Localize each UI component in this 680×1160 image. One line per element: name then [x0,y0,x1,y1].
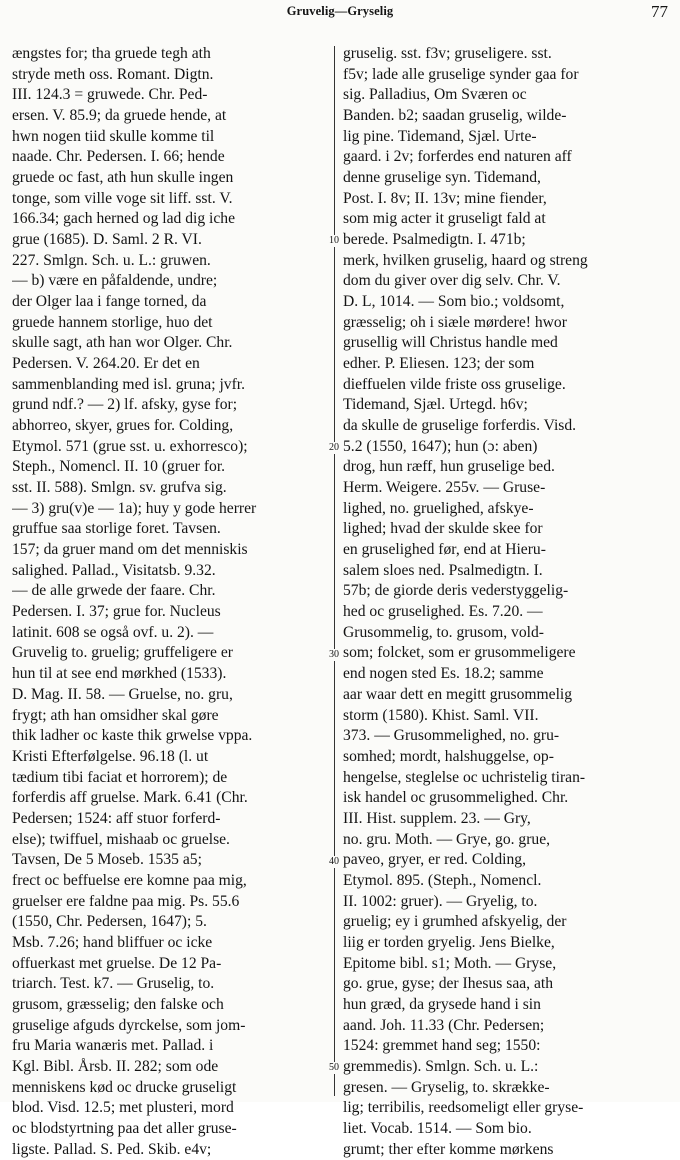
text-line: Tavsen, De 5 Moseb. 1535 a5; [12,851,202,869]
text-line: skulle sagt, ath han wor Olger. Chr. [12,334,233,352]
text-line: Herm. Weigere. 255v. — Gruse- [343,479,546,497]
text-line: denne gruselige syn. Tidemand, [343,169,541,187]
right-column [343,44,665,1160]
text-line: da skulle de gruselige forferdis. Visd. [343,417,577,435]
text-line: grumt; ther efter komme mørkens [343,1140,554,1158]
text-line: gruselige afguds dyrckelse, som jom- [12,1016,246,1034]
text-line: 157; da gruer mand om det menniskis [12,541,248,559]
text-line: salem sloes ned. Psalmedigtn. I. [343,561,543,579]
text-line: III. Hist. supplem. 23. — Gry, [343,809,531,827]
text-line: forferdis aff gruelse. Mark. 6.41 (Chr. [12,789,248,807]
text-line: Grusommelig, to. grusom, vold- [343,623,544,641]
text-line: II. 1002: gruer). — Gryelig, to. [343,892,538,910]
text-line: oc blodstyrtning paa det aller gruse- [12,1119,237,1137]
text-line: Pedersen; 1524: aff stuor forferd- [12,809,221,827]
text-line: hun til at see end mørkhed (1533). [12,665,227,683]
text-line: Gruvelig to. gruelig; gruffeligere er [12,644,233,662]
text-line: Banden. b2; saadan gruselig, wilde- [343,107,567,125]
text-line: sst. II. 588). Smlgn. sv. grufva sig. [12,479,227,497]
text-line: en gruselighed før, end at Hieru- [343,541,546,559]
text-line: merk, hvilken gruselig, haard og streng [343,251,588,269]
text-line: aar waar dett en megitt grusommelig [343,685,573,703]
text-line: Msb. 7.26; hand bliffuer oc icke [12,933,213,951]
text-line: lighed; hvad der skulde skee for [343,520,543,538]
text-line: 227. Smlgn. Sch. u. L.: gruwen. [12,251,211,269]
text-line: 57b; de giorde deris vederstyggelig- [343,582,569,600]
text-line: fru Maria wanæris met. Pallad. i [12,1037,214,1055]
text-line: dieffuelen vilde friste oss gruselige. [343,375,566,393]
text-line: stryde meth oss. Romant. Digtn. [12,65,214,83]
text-line: der Olger laa i fange torned, da [12,293,207,311]
text-line: f5v; lade alle gruselige synder gaa for [343,65,579,83]
text-line: Steph., Nomencl. II. 10 (gruer for. [12,458,226,476]
text-line: III. 124.3 = gruwede. Chr. Ped- [12,86,208,104]
text-line: 1524: gremmet hand seg; 1550: [343,1037,541,1055]
text-line: frect oc beffuelse ere komne paa mig, [12,871,247,889]
text-line: Kristi Efterfølgelse. 96.18 (l. ut [12,747,209,765]
text-line: ængstes for; tha gruede tegh ath [12,45,211,62]
text-line: D. L, 1014. — Som bio.; voldsomt, [343,293,565,311]
text-line: drog, hun ræff, hun gruselige bed. [343,458,555,476]
text-line: grusellig will Christus handle med [343,334,558,352]
text-line: liig er torden gryelig. Jens Bielke, [343,933,555,951]
text-line: berede. Psalmedigtn. I. 471b; [343,231,526,249]
text-line: hun græd, da grysede hand i sin [343,995,541,1013]
page-number: 77 [651,2,668,21]
text-line: edher. P. Eliesen. 123; der som [343,355,535,373]
text-line: Etymol. 895. (Steph., Nomencl. [343,871,542,889]
text-line: frygt; ath han omsidher skal gøre [12,706,219,724]
text-line: aand. Joh. 11.33 (Chr. Pedersen; [343,1016,545,1034]
text-line: som mig acter it gruseligt fald at [343,210,546,228]
text-line: 373. — Grusommelighed, no. gru- [343,727,560,745]
text-line: 166.34; gach herned og lad dig iche [12,210,236,228]
text-line: thik ladher oc kaste thik grwelse vppa. [12,727,253,745]
text-line: blod. Visd. 12.5; met plusteri, mord [12,1099,234,1117]
text-line: gruede hannem storlige, huo det [12,313,213,331]
text-line: sammenblanding med isl. gruna; jvfr. [12,375,245,393]
text-line: offuerkast met gruelse. De 12 Pa- [12,954,222,972]
text-line: gremmedis). Smlgn. Sch. u. L.: [343,1057,539,1075]
text-line: (1550, Chr. Pedersen, 1647); 5. [12,913,207,931]
text-line: Epitome bibl. s1; Moth. — Gryse, [343,954,557,972]
text-line: — 3) gru(v)e — 1a); huy y gode herrer [12,499,257,517]
line-number: 50 [326,1062,342,1074]
text-line: Kgl. Bibl. Årsb. II. 282; som ode [12,1057,219,1075]
text-line: hed oc gruselighed. Es. 7.20. — [343,603,543,621]
text-line: græsselig; oh i siæle mørdere! hwor [343,313,567,331]
text-line: 5.2 (1550, 1647); hun (ɔ: aben) [343,437,538,455]
text-line: no. gru. Moth. — Grye, go. grue, [343,830,551,848]
text-line: gruffue saa storlige foret. Tavsen. [12,520,221,538]
text-line: latinit. 608 se også ovf. u. 2). — [12,623,214,641]
text-line: gruede oc fast, ath hun skulle ingen [12,169,234,187]
line-number: 40 [326,856,342,868]
text-line: gruelser ere faldne paa mig. Ps. 55.6 [12,892,240,910]
text-line: hwn nogen tiid skulle komme til [12,127,215,145]
text-line: paveo, gryer, er red. Colding, [343,851,526,869]
text-line: Etymol. 571 (grue sst. u. exhorresco); [12,437,248,455]
text-line: ersen. V. 85.9; da gruede hende, at [12,107,227,125]
text-line: liet. Vocab. 1514. — Som bio. [343,1119,532,1137]
text-line: isk handel oc grusommelighed. Chr. [343,789,569,807]
text-line: else); twiffuel, mishaab oc gruelse. [12,830,230,848]
text-line: Tidemand, Sjæl. Urtegd. h6v; [343,396,528,414]
text-line: grue (1685). D. Saml. 2 R. VI. [12,231,202,249]
text-line: end nogen sted Es. 18.2; samme [343,665,544,683]
text-line: Pedersen. V. 264.20. Er det en [12,355,200,373]
running-head: Gruvelig—Gryselig [286,4,394,18]
left-column [12,44,330,1160]
text-line: gaard. i 2v; forferdes end naturen aff [343,148,572,166]
text-line: — b) være en påfaldende, undre; [12,272,218,290]
text-line: naade. Chr. Pedersen. I. 66; hende [12,148,225,166]
line-number: 10 [326,235,342,247]
text-line: sig. Palladius, Om Sværen oc [343,86,527,104]
text-line: tonge, som ville voge sit liff. sst. V. [12,189,233,207]
text-line: D. Mag. II. 58. — Gruelse, no. gru, [12,685,233,703]
text-line: Post. I. 8v; II. 13v; mine fiender, [343,189,547,207]
text-line: triarch. Test. k7. — Gruselig, to. [12,975,215,993]
text-line: grund ndf.? — 2) lf. afsky, gyse for; [12,396,238,414]
text-line: grusom, græsselig; den falske och [12,995,224,1013]
text-line: abhorreo, skyer, grues for. Colding, [12,417,234,435]
text-line: lig; terribilis, reedsomeligt eller gryse- [343,1099,584,1117]
text-line: hengelse, steglelse oc uchristelig tiran- [343,768,586,786]
text-line: gruselig. sst. f3v; gruseligere. sst. [343,45,552,62]
text-line: Pedersen. I. 37; grue for. Nucleus [12,603,221,621]
text-line: som; folcket, som er grusommeligere [343,644,576,662]
text-line: tædium tibi faciat et horrorem); de [12,768,228,786]
text-line: lig pine. Tidemand, Sjæl. Urte- [343,127,537,145]
text-line: gruelig; ey i grumhed afskyelig, der [343,913,567,931]
text-line: — de alle grwede der faare. Chr. [12,582,216,600]
text-line: somhed; mordt, halshuggelse, op- [343,747,554,765]
text-line: salighed. Pallad., Visitatsb. 9.32. [12,561,216,579]
text-line: ligste. Pallad. S. Ped. Skib. e4v; [12,1140,212,1158]
column-divider [334,46,335,1096]
line-number: 20 [326,442,342,454]
text-line: go. grue, gyse; der Ihesus saa, ath [343,975,554,993]
text-line: dom du giver over dig selv. Chr. V. [343,272,561,290]
text-line: storm (1580). Khist. Saml. VII. [343,706,539,724]
line-number: 30 [326,649,342,661]
text-line: lighed, no. gruelighed, afskye- [343,499,534,517]
text-line: gresen. — Gryselig, to. skrække- [343,1078,550,1096]
text-line: menniskens kød oc drucke gruseligt [12,1078,237,1096]
